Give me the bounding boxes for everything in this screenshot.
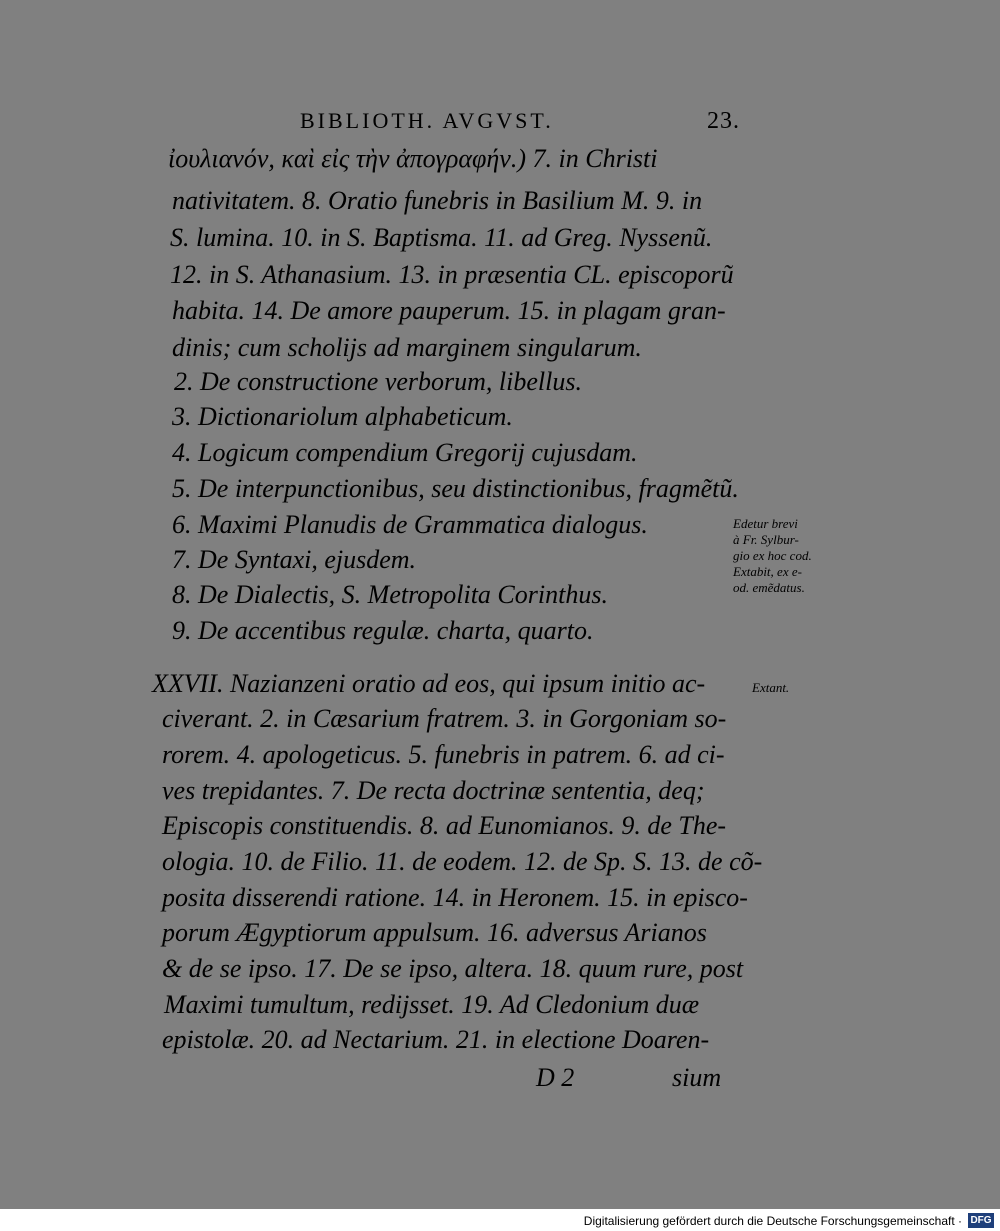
text-line: 3. Dictionariolum alphabeticum.: [172, 402, 513, 431]
page-number: 23.: [707, 108, 740, 134]
dfg-logo: DFG: [968, 1213, 994, 1228]
text-line: Maximi tumultum, redijsset. 19. Ad Cledonium duæ: [164, 990, 700, 1019]
text-line: rorem. 4. apologeticus. 5. funebris in patrem. 6. ad ci-: [162, 740, 725, 769]
text-line: ἰουλιανόν, καὶ εἰς τὴν ἀπογραφήν.) 7. in Christi: [168, 144, 658, 173]
catchword: sium: [672, 1063, 722, 1092]
text-line: 6. Maximi Planudis de Grammatica dialogus.: [172, 510, 648, 539]
margin-note-line: à Fr. Sylbur-: [733, 532, 799, 547]
text-line: Episcopis constituendis. 8. ad Eunomianos. 9. de The-: [162, 811, 727, 840]
text-line: 7. De Syntaxi, ejusdem.: [172, 545, 417, 574]
text-line: & de se ipso. 17. De se ipso, altera. 18. quum rure, post: [162, 954, 744, 983]
text-line: ologia. 10. de Filio. 11. de eodem. 12. de Sp. S. 13. de cõ-: [162, 847, 763, 876]
running-header: [300, 108, 740, 134]
margin-note-line: Extabit, ex e-: [733, 564, 802, 579]
text-line: ves trepidantes. 7. De recta doctrinæ sententia, deq;: [162, 776, 705, 805]
running-title: BIBLIOTH. AVGVST.: [300, 108, 554, 133]
margin-note-line: Edetur brevi: [733, 516, 798, 531]
footer-bar: [0, 1209, 1000, 1231]
text-line: dinis; cum scholijs ad marginem singularum.: [172, 333, 642, 362]
funding-notice: Digitalisierung gefördert durch die Deutsche Forschungsgemeinschaft ·: [583, 1214, 962, 1228]
signature-mark: D 2: [536, 1063, 575, 1092]
margin-note-line: gio ex hoc cod.: [733, 548, 812, 563]
text-line: 5. De interpunctionibus, seu distinctionibus, fragmẽtũ.: [172, 474, 739, 503]
text-line: XXVII. Nazianzeni oratio ad eos, qui ipsum initio ac-: [152, 669, 706, 698]
text-line: porum Ægyptiorum appulsum. 16. adversus Arianos: [162, 918, 707, 947]
text-line: posita disserendi ratione. 14. in Heronem. 15. in episco-: [162, 883, 748, 912]
margin-note-line: Extant.: [752, 680, 790, 695]
text-line: 4. Logicum compendium Gregorij cujusdam.: [172, 438, 638, 467]
text-line: 2. De constructione verborum, libellus.: [174, 367, 582, 396]
text-line: 9. De accentibus regulæ. charta, quarto.: [172, 616, 594, 645]
text-line: S. lumina. 10. in S. Baptisma. 11. ad Greg. Nyssenũ.: [170, 223, 713, 252]
margin-note-line: od. emẽdatus.: [733, 580, 805, 595]
text-line: epistolæ. 20. ad Nectarium. 21. in electione Doaren-: [162, 1025, 710, 1054]
text-line: 8. De Dialectis, S. Metropolita Corinthus.: [172, 580, 608, 609]
text-line: civerant. 2. in Cæsarium fratrem. 3. in Gorgoniam so-: [162, 704, 727, 733]
text-line: nativitatem. 8. Oratio funebris in Basilium M. 9. in: [172, 186, 703, 215]
text-line: 12. in S. Athanasium. 13. in præsentia CL. episcoporũ: [170, 260, 734, 289]
text-line: habita. 14. De amore pauperum. 15. in plagam gran-: [172, 296, 726, 325]
